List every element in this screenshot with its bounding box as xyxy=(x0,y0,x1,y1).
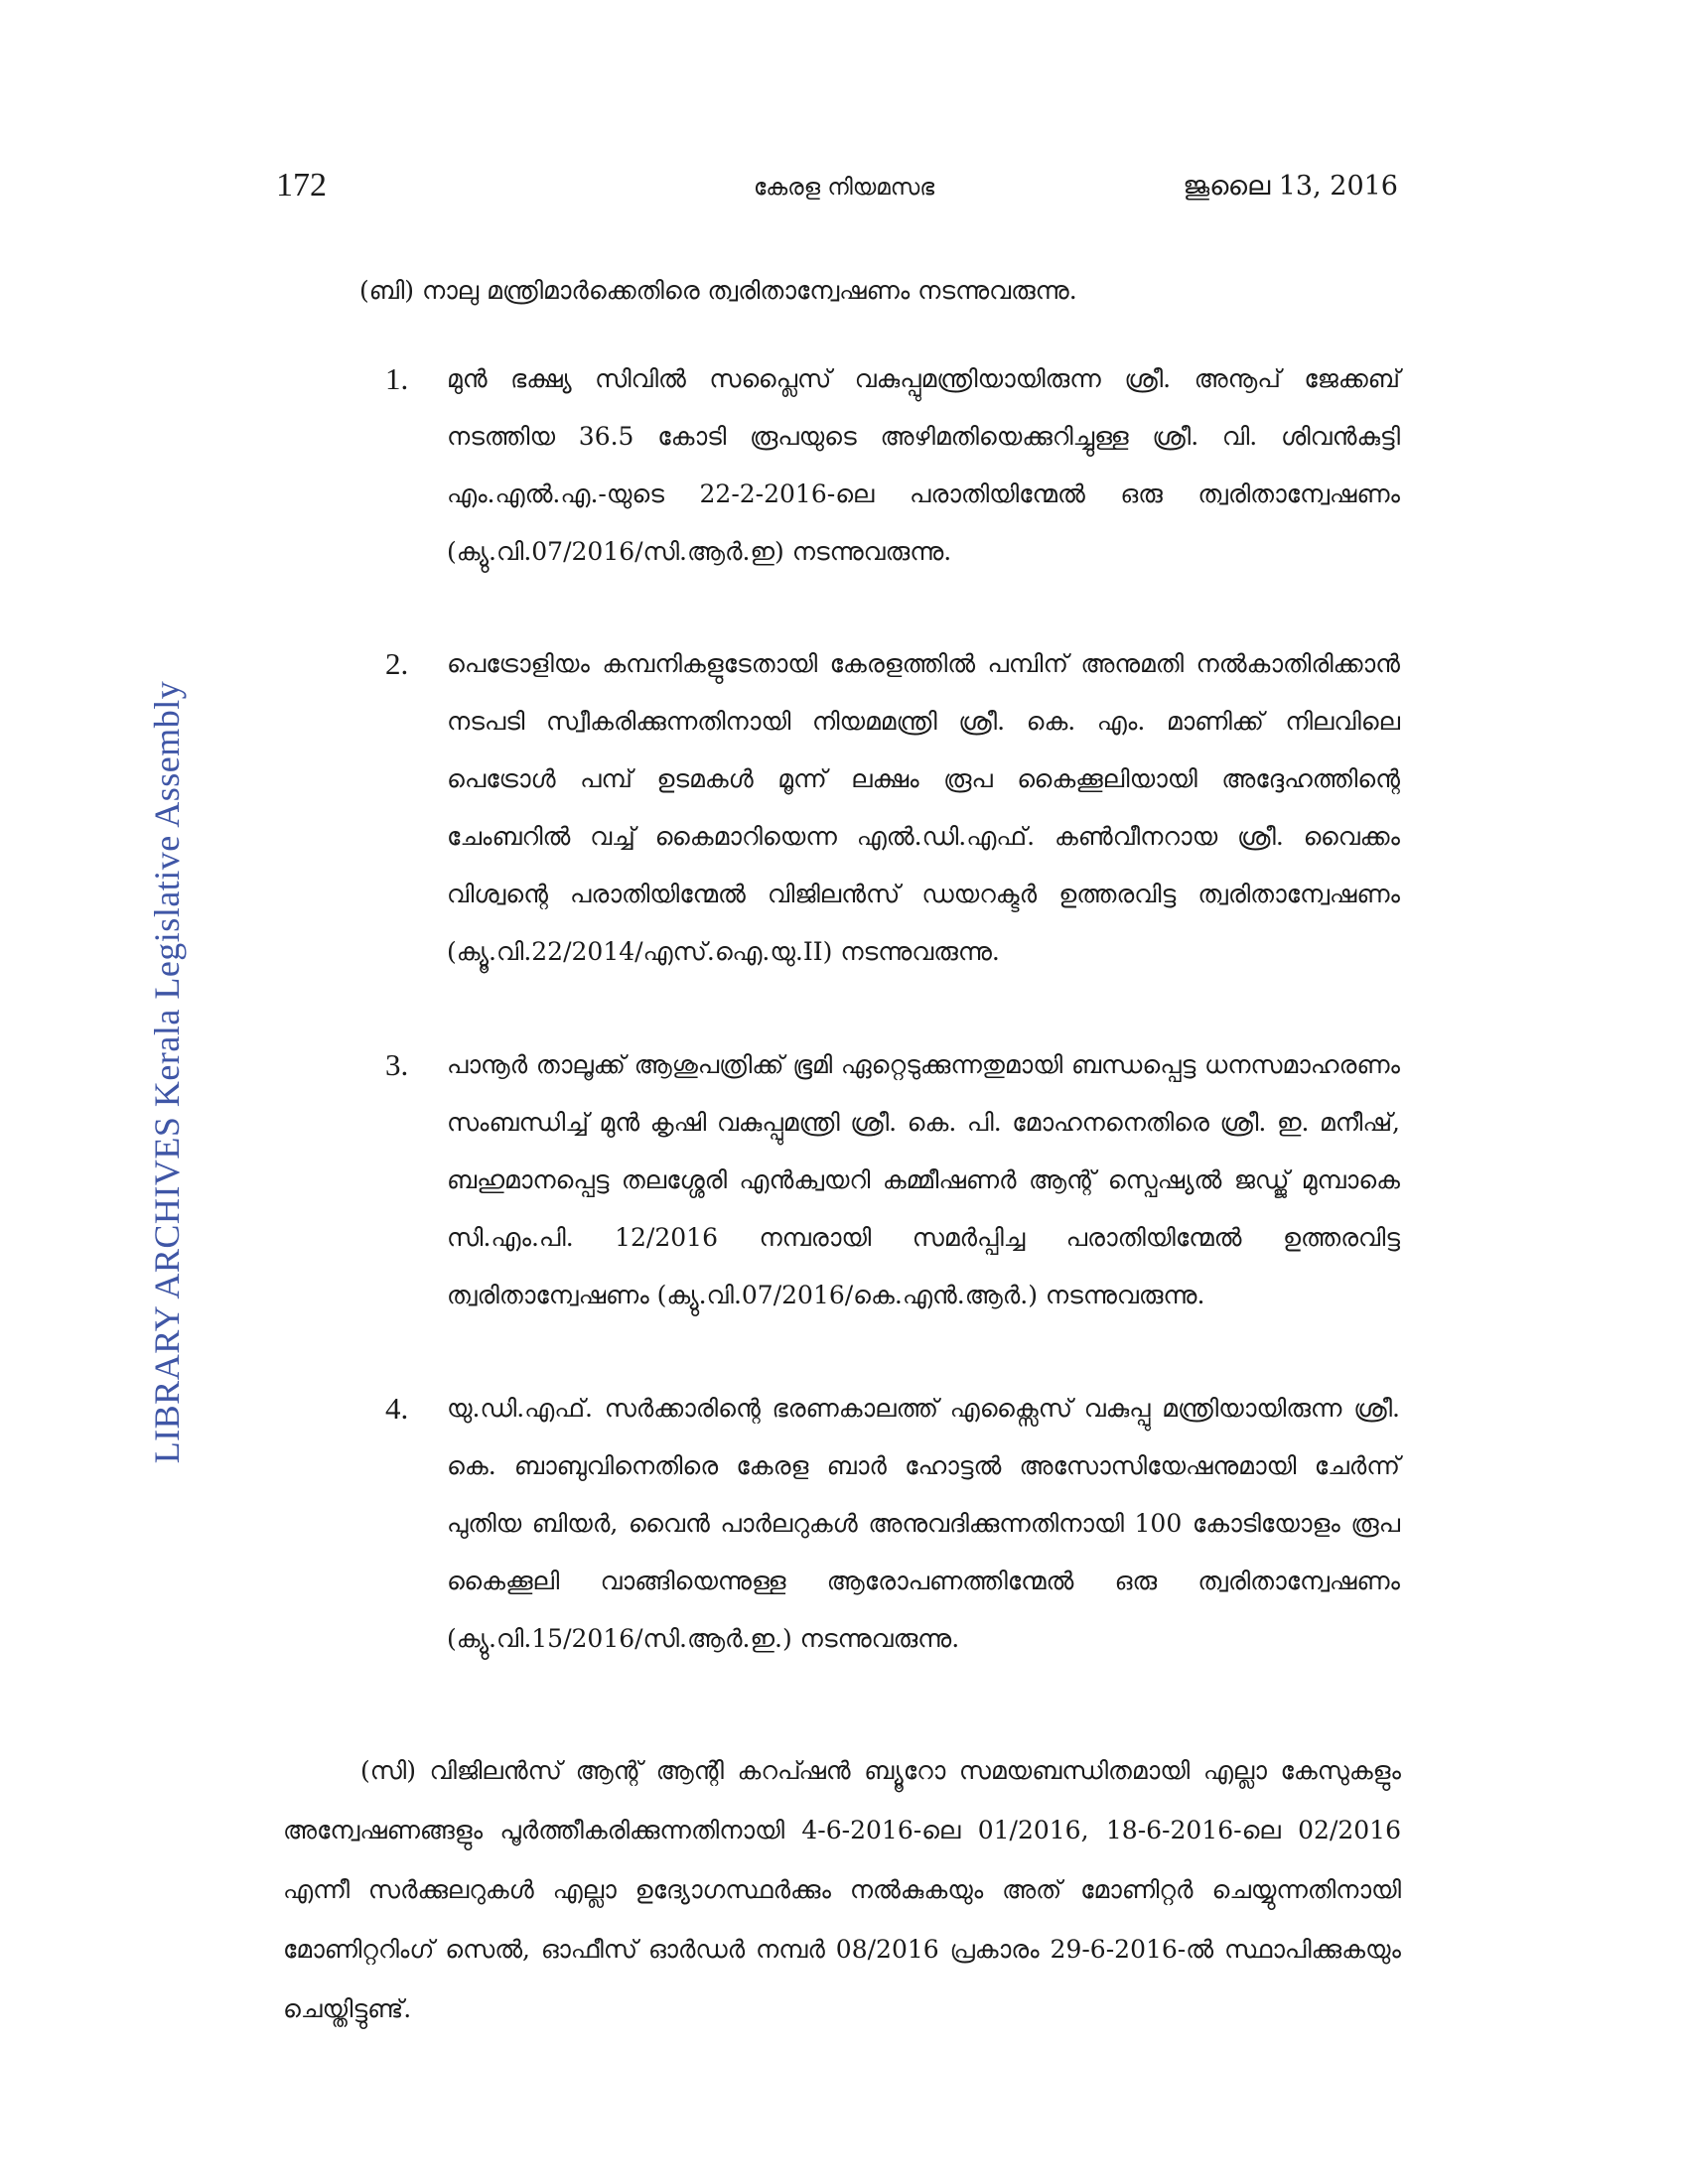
list-item xyxy=(385,1380,1400,1668)
list-item-text: പെട്രോളിയം കമ്പനികളുടേതായി കേരളത്തിൽ പമ്പിന് അനുമതി നൽകാതിരിക്കാൻ നടപടി സ്വീകരിക്കുന്നതിനായി നിയമമന്ത്രി ശ്രീ. കെ. എം. മാണിക്ക് നിലവിലെ പെട്രോൾ പമ്പ് ഉടമകൾ മൂന്ന് ലക്ഷം രൂപ കൈക്കൂലിയായി അദ്ദേഹത്തിന്റെ ചേംബറിൽ വച്ച് കൈമാറിയെന്ന എൽ.ഡി.എഫ്. കൺവീനറായ ശ്രീ. വൈക്കം വിശ്വന്റെ പരാതിയിന്മേൽ വിജിലൻസ് ഡയറക്ടർ ഉത്തരവിട്ട ത്വരിതാന്വേഷണം (ക്യൂ.വി.22/2014/എസ്.ഐ.യു.II) നടന്നുവരുന്നു. xyxy=(447,649,1400,966)
paragraph-c: (സി) വിജിലൻസ് ആന്റ് ആന്റി കറപ്ഷൻ ബ്യൂറോ സമയബന്ധിതമായി എല്ലാ കേസുകളും അന്വേഷണങ്ങളും പൂർത്തീകരിക്കുന്നതിനായി 4-6-2016-ലെ 01/2016, 18-6-2016-ലെ 02/2016 എന്നീ സർക്കുലറുകൾ എല്ലാ ഉദ്യോഗസ്ഥർക്കും നൽകുകയും അത് മോണിറ്റർ ചെയ്യുന്നതിനായി മോണിറ്ററിംഗ് സെൽ, ഓഫീസ് ഓർഡർ നമ്പർ 08/2016 പ്രകാരം 29-6-2016-ൽ സ്ഥാപിക്കുകയും ചെയ്തിട്ടുണ്ട്. xyxy=(283,1756,1401,2023)
paragraph-b: (ബി) നാലു മന്ത്രിമാർക്കെതിരെ ത്വരിതാന്വേഷണം നടന്നുവരുന്നു. xyxy=(359,276,1077,305)
list-item xyxy=(385,1036,1400,1324)
list-item-text: മുൻ ഭക്ഷ്യ സിവിൽ സപ്ലൈസ് വകുപ്പുമന്ത്രിയായിരുന്ന ശ്രീ. അനൂപ് ജേക്കബ് നടത്തിയ 36.5 കോടി രൂപയുടെ അഴിമതിയെക്കുറിച്ചുള്ള ശ്രീ. വി. ശിവൻകുട്ടി എം.എൽ.എ.-യുടെ 22-2-2016-ലെ പരാതിയിന്മേൽ ഒരു ത്വരിതാന്വേഷണം (ക്യു.വി.07/2016/സി.ആർ.ഇ) നടന്നുവരുന്നു. xyxy=(447,364,1400,566)
list-item xyxy=(385,635,1400,981)
running-title: കേരള നിയമസഭ xyxy=(753,175,935,201)
page-number: 172 xyxy=(276,167,327,204)
list-item-number: 2. xyxy=(385,646,409,681)
list-item-text: പാനൂർ താലൂക്ക് ആശുപത്രിക്ക് ഭൂമി ഏറ്റെടുക്കുന്നതുമായി ബന്ധപ്പെട്ട ധനസമാഹരണം സംബന്ധിച്ച് മുൻ കൃഷി വകുപ്പുമന്ത്രി ശ്രീ. കെ. പി. മോഹനനെതിരെ ശ്രീ. ഇ. മനീഷ്, ബഹുമാനപ്പെട്ട തലശ്ശേരി എൻക്വയറി കമ്മീഷണർ ആന്റ് സ്പെഷ്യൽ ജഡ്ജ് മുമ്പാകെ സി.എം.പി. 12/2016 നമ്പരായി സമർപ്പിച്ച പരാതിയിന്മേൽ ഉത്തരവിട്ട ത്വരിതാന്വേഷണം (ക്യു.വി.07/2016/കെ.എൻ.ആർ.) നടന്നുവരുന്നു. xyxy=(447,1050,1400,1309)
list-item xyxy=(385,350,1400,581)
list-item-number: 3. xyxy=(385,1047,409,1082)
watermark-text: LIBRARY ARCHIVES Kerala Legislative Assembly xyxy=(147,680,187,1464)
list-item-text: യു.ഡി.എഫ്. സർക്കാരിന്റെ ഭരണകാലത്ത് എക്സൈസ് വകുപ്പു മന്ത്രിയായിരുന്ന ശ്രീ. കെ. ബാബുവിനെതിരെ കേരള ബാർ ഹോട്ടൽ അസോസിയേഷനുമായി ചേർന്ന് പുതിയ ബിയർ, വൈൻ പാർലറുകൾ അനുവദിക്കുന്നതിനായി 100 കോടിയോളം രൂപ കൈക്കൂലി വാങ്ങിയെന്നുള്ള ആരോപണത്തിന്മേൽ ഒരു ത്വരിതാന്വേഷണം (ക്യു.വി.15/2016/സി.ആർ.ഇ.) നടന്നുവരുന്നു. xyxy=(447,1394,1400,1653)
list-item-number: 4. xyxy=(385,1391,409,1426)
list-item-number: 1. xyxy=(385,361,409,396)
running-date: ജൂലൈ 13, 2016 xyxy=(1183,171,1398,202)
